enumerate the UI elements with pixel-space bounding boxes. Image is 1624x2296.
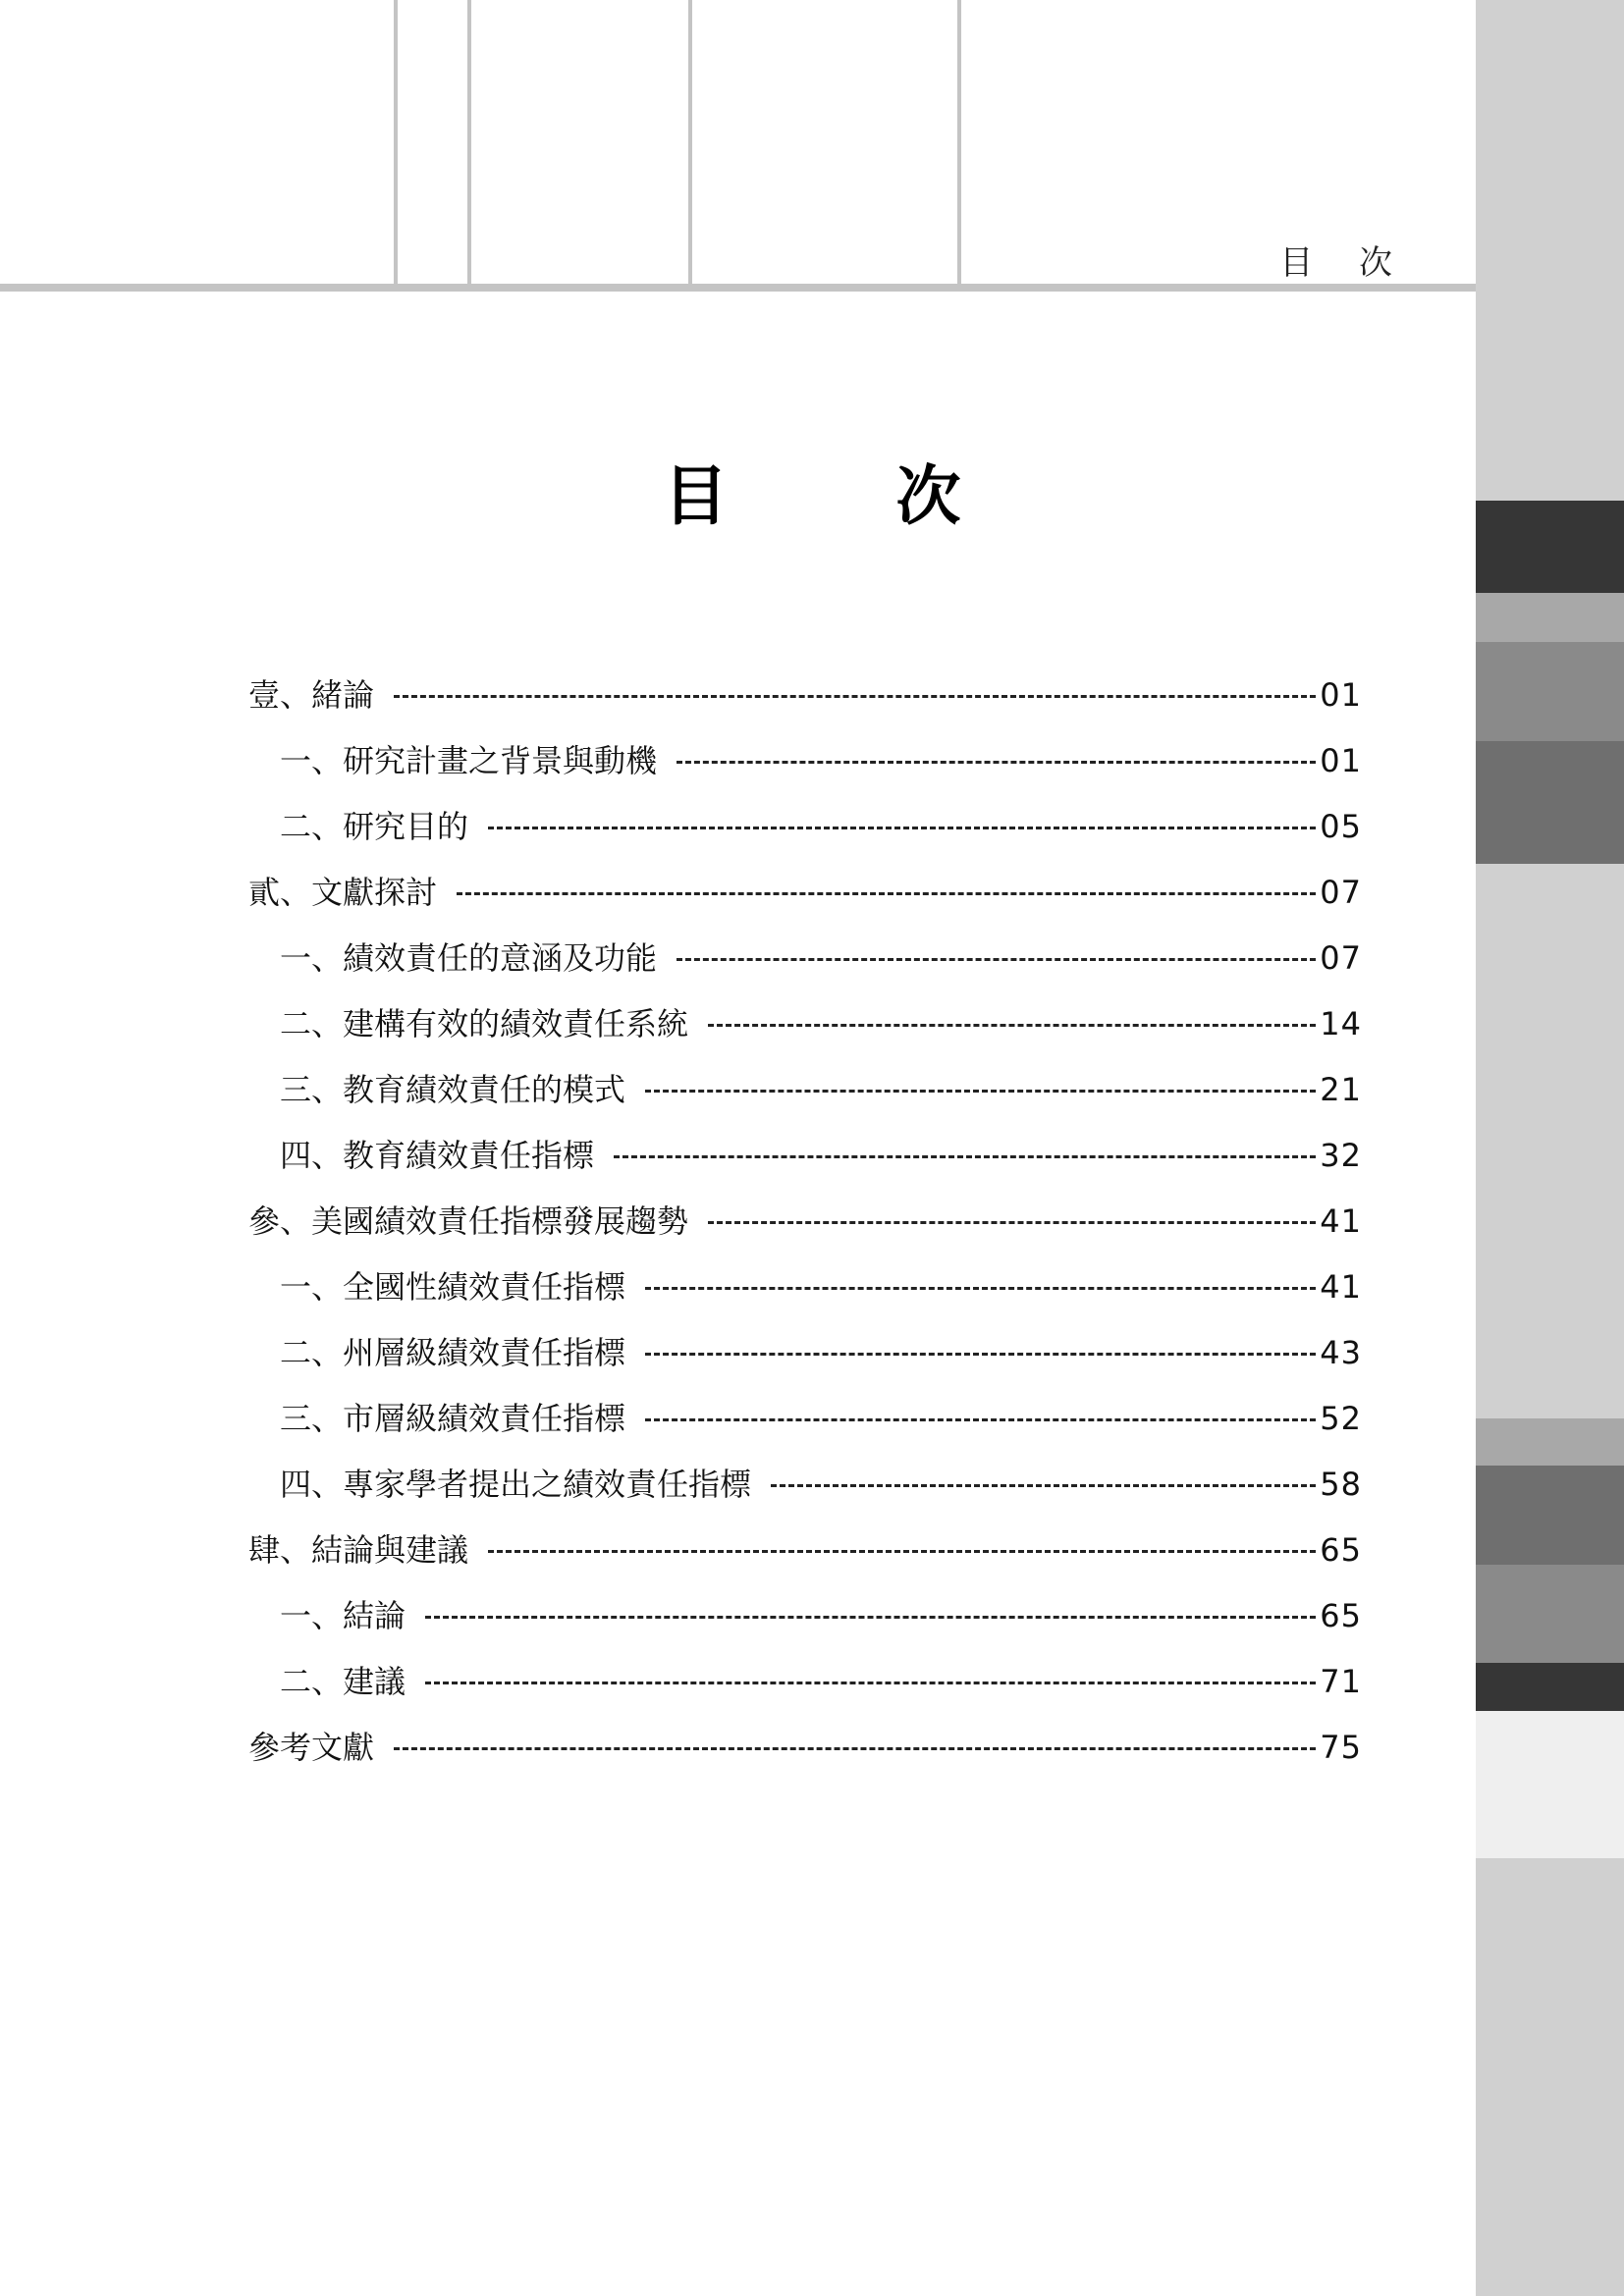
toc-dot-leader — [677, 761, 1316, 764]
toc-entry-page-number: 65 — [1320, 1531, 1362, 1569]
header-divider — [957, 0, 961, 285]
toc-dot-leader — [394, 695, 1316, 698]
toc-chapter-entry[interactable] — [248, 659, 1362, 724]
toc-entry-label: 一、研究計畫之背景與動機 — [280, 742, 658, 779]
toc-entry-page-number: 41 — [1320, 1202, 1362, 1240]
side-strip-segment — [1476, 1565, 1624, 1663]
side-strip-segment — [1476, 1418, 1624, 1466]
toc-entry-label: 三、教育績效責任的模式 — [280, 1071, 626, 1108]
toc-entry-label: 二、研究目的 — [280, 808, 469, 845]
toc-dot-leader — [645, 1353, 1316, 1356]
toc-dot-leader — [645, 1418, 1316, 1421]
toc-dot-leader — [708, 1221, 1316, 1224]
side-strip-segment — [1476, 0, 1624, 501]
toc-section-entry[interactable] — [248, 1053, 1362, 1119]
running-header-title: 目 次 — [1279, 243, 1410, 283]
toc-entry-page-number: 65 — [1320, 1597, 1362, 1634]
toc-entry-label: 二、州層級績效責任指標 — [280, 1334, 626, 1371]
toc-entry-label: 二、建議 — [280, 1663, 406, 1700]
toc-entry-label: 肆、結論與建議 — [248, 1531, 469, 1569]
toc-entry-page-number: 75 — [1320, 1729, 1362, 1766]
side-tab-strip — [1476, 0, 1624, 2296]
toc-section-entry[interactable] — [248, 724, 1362, 790]
toc-section-entry[interactable] — [248, 1316, 1362, 1382]
toc-entry-page-number: 01 — [1320, 676, 1362, 714]
toc-chapter-entry[interactable] — [248, 1711, 1362, 1777]
toc-entry-page-number: 52 — [1320, 1400, 1362, 1437]
toc-dot-leader — [708, 1024, 1316, 1027]
toc-entry-label: 貳、文獻探討 — [248, 874, 438, 911]
toc-dot-leader — [645, 1090, 1316, 1093]
toc-chapter-entry[interactable] — [248, 856, 1362, 922]
toc-dot-leader — [488, 1550, 1316, 1553]
toc-section-entry[interactable] — [248, 1119, 1362, 1185]
toc-dot-leader — [425, 1616, 1316, 1619]
toc-dot-leader — [677, 958, 1316, 961]
side-strip-segment — [1476, 642, 1624, 741]
toc-entry-page-number: 07 — [1320, 874, 1362, 911]
toc-entry-label: 參、美國績效責任指標發展趨勢 — [248, 1202, 689, 1240]
toc-section-entry[interactable] — [248, 988, 1362, 1053]
toc-section-entry[interactable] — [248, 1579, 1362, 1645]
toc-section-entry[interactable] — [248, 1645, 1362, 1711]
toc-dot-leader — [457, 892, 1316, 895]
toc-chapter-entry[interactable] — [248, 1185, 1362, 1251]
toc-section-entry[interactable] — [248, 1251, 1362, 1316]
toc-entry-page-number: 07 — [1320, 939, 1362, 977]
toc-chapter-entry[interactable] — [248, 1514, 1362, 1579]
toc-entry-page-number: 14 — [1320, 1005, 1362, 1042]
table-of-contents — [248, 659, 1362, 1777]
toc-entry-page-number: 71 — [1320, 1663, 1362, 1700]
page-title: 目 次 — [663, 458, 1034, 534]
toc-dot-leader — [394, 1747, 1316, 1750]
header-divider — [467, 0, 471, 285]
side-strip-segment — [1476, 1466, 1624, 1565]
side-strip-segment — [1476, 864, 1624, 1418]
toc-section-entry[interactable] — [248, 1382, 1362, 1448]
toc-entry-page-number: 21 — [1320, 1071, 1362, 1108]
toc-entry-label: 二、建構有效的績效責任系統 — [280, 1005, 689, 1042]
toc-entry-label: 三、市層級績效責任指標 — [280, 1400, 626, 1437]
toc-dot-leader — [614, 1155, 1316, 1158]
toc-entry-label: 一、績效責任的意涵及功能 — [280, 939, 658, 977]
header-rule — [0, 284, 1476, 292]
toc-entry-label: 四、教育績效責任指標 — [280, 1137, 595, 1174]
toc-entry-page-number: 58 — [1320, 1466, 1362, 1503]
toc-entry-label: 四、專家學者提出之績效責任指標 — [280, 1466, 752, 1503]
toc-entry-label: 一、全國性績效責任指標 — [280, 1268, 626, 1306]
header-divider — [394, 0, 398, 285]
toc-section-entry[interactable] — [248, 922, 1362, 988]
header-divider — [688, 0, 692, 285]
side-strip-segment — [1476, 1858, 1624, 2296]
side-strip-segment — [1476, 1663, 1624, 1711]
toc-dot-leader — [645, 1287, 1316, 1290]
toc-entry-label: 參考文獻 — [248, 1729, 375, 1766]
toc-section-entry[interactable] — [248, 1448, 1362, 1514]
toc-dot-leader — [488, 827, 1316, 829]
toc-section-entry[interactable] — [248, 790, 1362, 856]
toc-entry-page-number: 43 — [1320, 1334, 1362, 1371]
side-strip-segment — [1476, 1711, 1624, 1858]
toc-entry-label: 壹、緒論 — [248, 676, 375, 714]
side-strip-segment — [1476, 593, 1624, 642]
toc-dot-leader — [425, 1682, 1316, 1684]
toc-entry-page-number: 32 — [1320, 1137, 1362, 1174]
toc-entry-page-number: 41 — [1320, 1268, 1362, 1306]
toc-entry-page-number: 01 — [1320, 742, 1362, 779]
side-strip-segment — [1476, 741, 1624, 864]
toc-entry-page-number: 05 — [1320, 808, 1362, 845]
toc-entry-label: 一、結論 — [280, 1597, 406, 1634]
toc-dot-leader — [771, 1484, 1316, 1487]
